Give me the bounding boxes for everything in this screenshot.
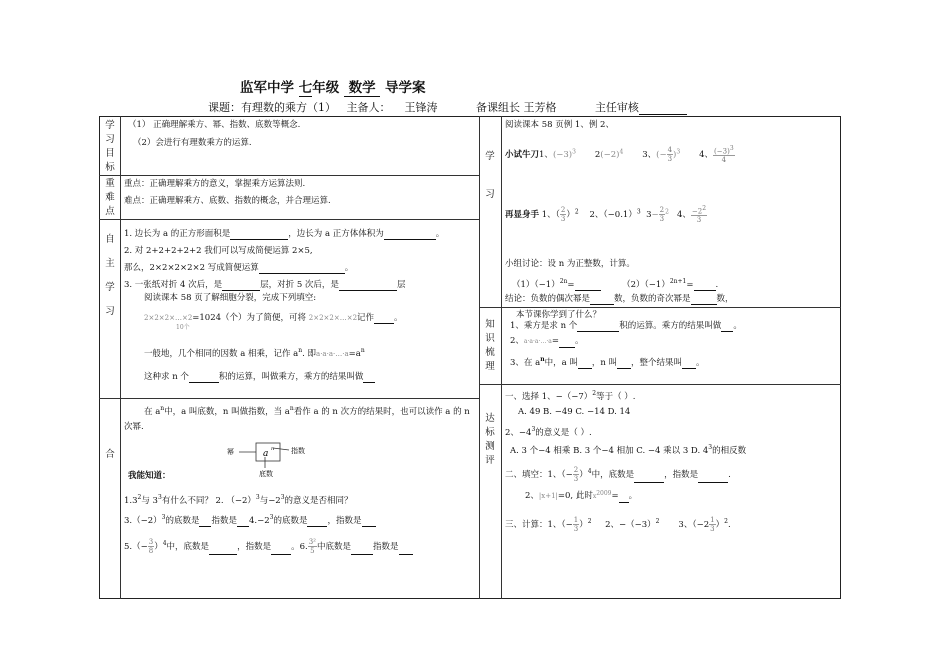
knowledge-item-3: 3、在 $a^n$中，a 叫 ，n 叫 ，整个结果叫 。 — [510, 356, 705, 368]
cell-division-line: 2×2×2×…×2=1024（个）为了简便，可将 2×2×2×…×2记作 。 — [144, 313, 403, 323]
objective-2: （2）会进行有理数乘方的运算. — [133, 138, 252, 148]
choice-q1: 一、选择 1、$-(-7)^2$等于（ ）. — [505, 390, 636, 402]
key-point: 重点：正确理解乘方的意义，掌握乘方运算法则. — [124, 179, 306, 189]
leader-label: 备课组长 — [475, 101, 520, 114]
diagram-power-label: 幂 — [227, 448, 234, 456]
read-instruction: 阅读课本 58 页了解细胞分裂，完成下列填空: — [144, 293, 317, 303]
choice-q2-options: A. 3 个−4 相乘 B. 3 个−4 相加 C. −4 乘以 3 D. $4^3$的相反数 — [510, 444, 747, 456]
row-divider-3 — [99, 398, 479, 399]
svg-text:n: n — [271, 446, 275, 452]
read-examples: 阅读课本 58 页例 1、例 2、 — [505, 120, 614, 130]
diagram-base-symbol: a — [263, 449, 269, 459]
objective-1: （1） 正确理解乘方、幂、指数、底数等概念. — [128, 120, 301, 130]
topic-label: 课题： — [208, 101, 241, 114]
base-exponent-intro-2: 次幂. — [124, 422, 144, 432]
know-q1: $1.3^2$与 $3^3$有什么不同？ 2. $(-2)^3$与$-2^3$的意义是否相同？ — [124, 494, 353, 506]
center-divider — [479, 116, 480, 599]
grade-suffix: 年级 — [312, 80, 340, 96]
row-divider-right-1 — [479, 307, 841, 308]
self-study-q2: 2. 对 2+2+2+2+2 我们可以写成简便运算 2×5, — [124, 246, 313, 256]
school-name: 监军中学 — [240, 80, 294, 96]
calc-questions: 三、计算：1、（− $\frac{1}{3}$ ）$^2$ 2、$-(-3)^2$ 3、（−2 $\frac{1}{3}$ ）$^2$. — [505, 516, 731, 533]
self-study-q3: 3. 一张纸对折 4 次后，是 层，对折 5 次后，是 层 — [124, 280, 406, 290]
cell-expression: 2×2×2×…×2 — [144, 314, 193, 322]
choice-q2: 2、$-4^3$的意义是（ ）. — [505, 426, 592, 438]
i-can-know-heading: 我能知道： — [128, 471, 171, 481]
general-expression: a·a·a·…·a — [316, 349, 349, 358]
power-diagram — [225, 440, 335, 478]
again-label: 再显身手 — [505, 210, 540, 221]
label-self-study: 自 主 学 习 — [105, 234, 115, 317]
choice-q1-options: A. 49 B. −49 C. −14 D. 14 — [518, 407, 631, 417]
again-line: 再显身手 1、（ $\frac{2}{3}$ ）$^2$ 2、$(-0.1)^3$ 3− $\frac{2}{3}$ $^2$ 4、 $\frac{-2^2}{3}$ — [505, 205, 707, 225]
label-study: 学 习 — [485, 151, 495, 200]
left-label-divider — [120, 116, 121, 599]
right-label-divider — [501, 116, 502, 599]
row-divider-right-2 — [479, 384, 841, 385]
knowledge-question: 本节课你学到了什么？ — [516, 310, 602, 320]
subject: 数学 — [348, 80, 376, 96]
reviewer-label: 主任审核 — [594, 101, 639, 114]
base-exponent-intro: 在 $a^n$中，a 叫底数，n 叫做指数，当 $a^n$看作 a 的 n 次方的结果时，也可以读作 a 的 n — [144, 405, 470, 417]
subtitle-line — [208, 99, 687, 115]
leader: 王芳格 — [523, 101, 557, 114]
group-calc: $(1)(-1)^{2n}=$ $(2)(-1)^{2n+1}=$ . — [512, 278, 719, 290]
group-discussion: 小组讨论：设 n 为正整数，计算。 — [505, 259, 635, 269]
topic: 有理数的乘方（1） — [241, 101, 336, 114]
label-objectives: 学 习 目 标 — [105, 120, 115, 173]
document-title — [240, 76, 426, 96]
self-study-q2b: 那么，2×2×2×2×2 写成简便运算 。 — [124, 263, 354, 273]
self-study-q1: 1. 边长为 a 的正方形面积是 ，边长为 a 正方体体积为 。 — [124, 229, 445, 239]
try-label: 小试牛刀 — [505, 150, 540, 161]
knowledge-item-1: 1、乘方是求 n 个 积的运算。乘方的结果叫做 。 — [510, 321, 742, 331]
cell-underbrace-label: 10个 — [176, 324, 190, 331]
label-assessment: 达 标 测 评 — [485, 413, 495, 466]
label-knowledge: 知 识 梳 理 — [485, 319, 495, 372]
label-key-points: 重 难 点 — [105, 178, 115, 217]
diagram-base-label: 底数 — [259, 470, 273, 478]
fill-q2: 2、|x+1|=0, 此时$x^{2009}=$ 。 — [525, 490, 638, 501]
try-line: 小试牛刀1、$(-3)^3$ $2(-2)^4$ 3、(− $\frac{4}{3}$ )$^3$ 4、 $\frac{(-3)^3}{4}$ — [505, 145, 734, 165]
row-divider-2 — [99, 219, 479, 220]
row-divider-1 — [99, 175, 479, 176]
diagram-exponent-label: 指数 — [291, 447, 305, 455]
label-cooperate: 合 — [105, 449, 115, 460]
power-definition: 这种求 n 个 积的运算，叫做乘方，乘方的结果叫做 — [144, 371, 375, 383]
difficult-point: 难点：正确理解乘方、底数、指数的概念，并合理运算. — [124, 196, 331, 206]
knowledge-item-2: 2、a·a·a·…·a= 。 — [510, 336, 584, 346]
general-definition: 一般地，几个相同的因数 a 相乘，记作 $a^n$. 即$a\cdot a\cdot a\cdot\dots\cdot a=a^n$ — [144, 347, 365, 359]
doc-type: 导学案 — [385, 80, 426, 96]
know-q3: $3.(-2)^3$的底数是 指数是 $4.-2^3$的底数是 ，指数是 — [124, 512, 376, 527]
know-q5: 5.（− $\frac{3}{8}$ ）$^4$中，底数是 ，指数是 。6. $\frac{\text{3²}}{5}$ 中底数是 指数是 — [124, 538, 413, 555]
fill-q1: 二、填空：1、（− $\frac{2}{3}$ ）$^4$中，底数是 ，指数是 . — [505, 466, 731, 483]
cell-expression-2: 2×2×2×…×2 — [308, 314, 358, 322]
grade: 七 — [298, 80, 313, 96]
preparer-label: 主备人： — [346, 101, 391, 114]
preparer: 王锋涛 — [404, 101, 438, 114]
conclusion: 结论：负数的偶次幂是 数，负数的奇次幂是 数， — [505, 294, 734, 304]
reviewer-blank — [639, 105, 687, 115]
